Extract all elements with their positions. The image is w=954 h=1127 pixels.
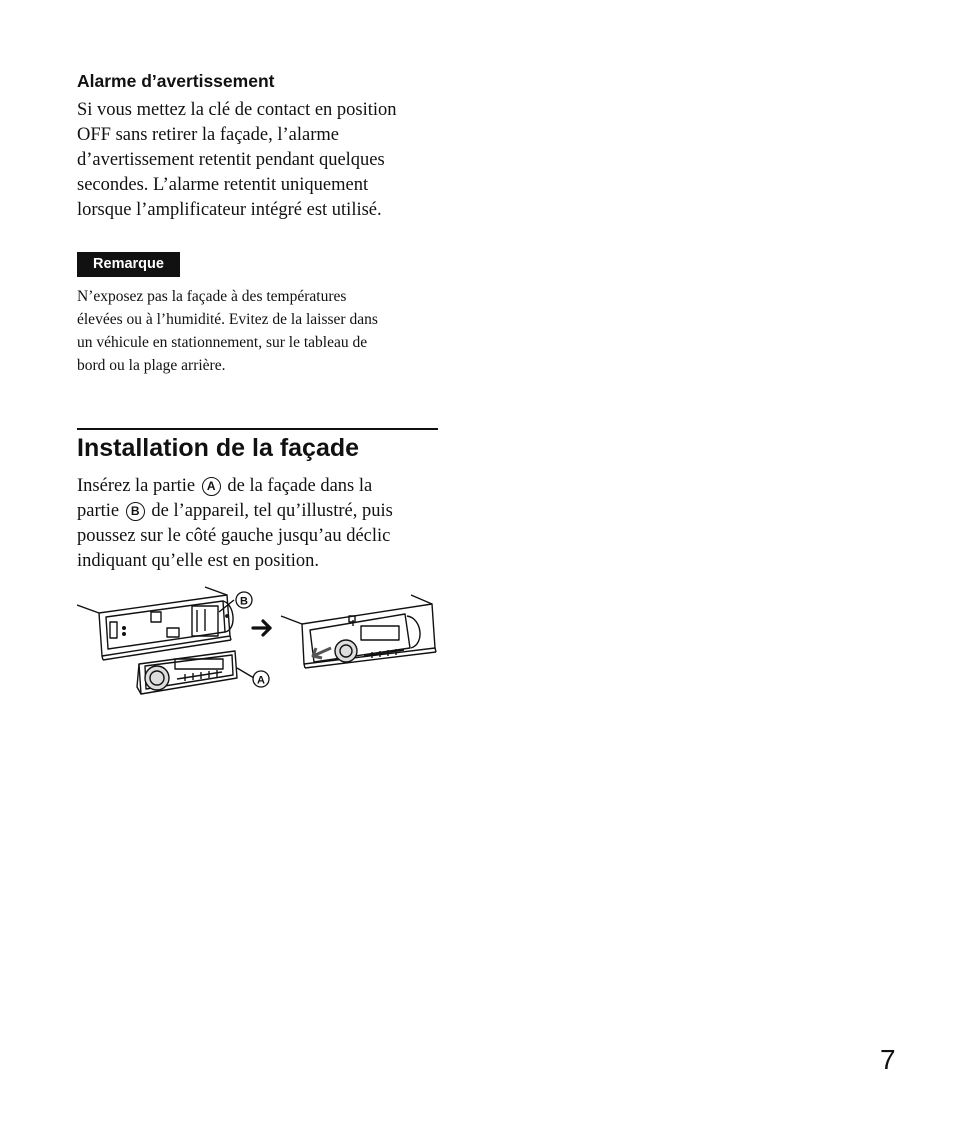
note-line: élevées ou à l’humidité. Evitez de la laisser dans xyxy=(77,311,378,328)
note-paragraph xyxy=(77,285,437,377)
marker-a-icon: A xyxy=(202,477,221,496)
instruction-text: poussez sur le côté gauche jusqu’au déclic xyxy=(77,526,391,546)
assembled-unit xyxy=(281,595,436,668)
instruction-text: de l’appareil, tel qu’illustré, puis xyxy=(151,501,393,521)
note-label: Remarque xyxy=(77,252,180,277)
faceplate xyxy=(137,651,237,694)
press-arrow-icon xyxy=(313,648,331,658)
instruction-text: indiquant qu’elle est en position. xyxy=(77,551,319,571)
section-title: Installation de la façade xyxy=(77,434,360,462)
note-line: un véhicule en stationnement, sur le tableau de xyxy=(77,334,368,351)
warning-line: Si vous mettez la clé de contact en position xyxy=(77,100,397,120)
note-line: bord ou la plage arrière. xyxy=(77,357,226,374)
warning-line: d’avertissement retentit pendant quelques xyxy=(77,150,385,170)
page-number: 7 xyxy=(880,1044,896,1075)
marker-b-icon: B xyxy=(126,502,145,521)
instruction-text: partie xyxy=(77,501,120,521)
callout-a-icon xyxy=(253,671,269,687)
instruction-text: de la façade dans la xyxy=(227,476,373,496)
installation-illustration xyxy=(77,586,439,698)
callout-a-leader xyxy=(237,668,254,678)
instruction-text: Insérez la partie xyxy=(77,476,196,496)
note-line: N’exposez pas la façade à des températures xyxy=(77,288,347,305)
warning-paragraph xyxy=(77,98,442,223)
arrow-right-icon xyxy=(253,621,270,635)
warning-line: lorsque l’amplificateur intégré est utilisé. xyxy=(77,200,382,220)
callout-b-label: B xyxy=(240,595,248,608)
warning-line: OFF sans retirer la façade, l’alarme xyxy=(77,125,339,145)
section-rule xyxy=(77,428,438,430)
warning-heading: Alarme d’avertissement xyxy=(77,71,275,91)
callout-b-icon xyxy=(236,592,252,608)
installation-paragraph xyxy=(77,474,442,574)
callout-a-label: A xyxy=(257,674,265,687)
warning-line: secondes. L’alarme retentit uniquement xyxy=(77,175,369,195)
unit-chassis xyxy=(77,587,233,660)
